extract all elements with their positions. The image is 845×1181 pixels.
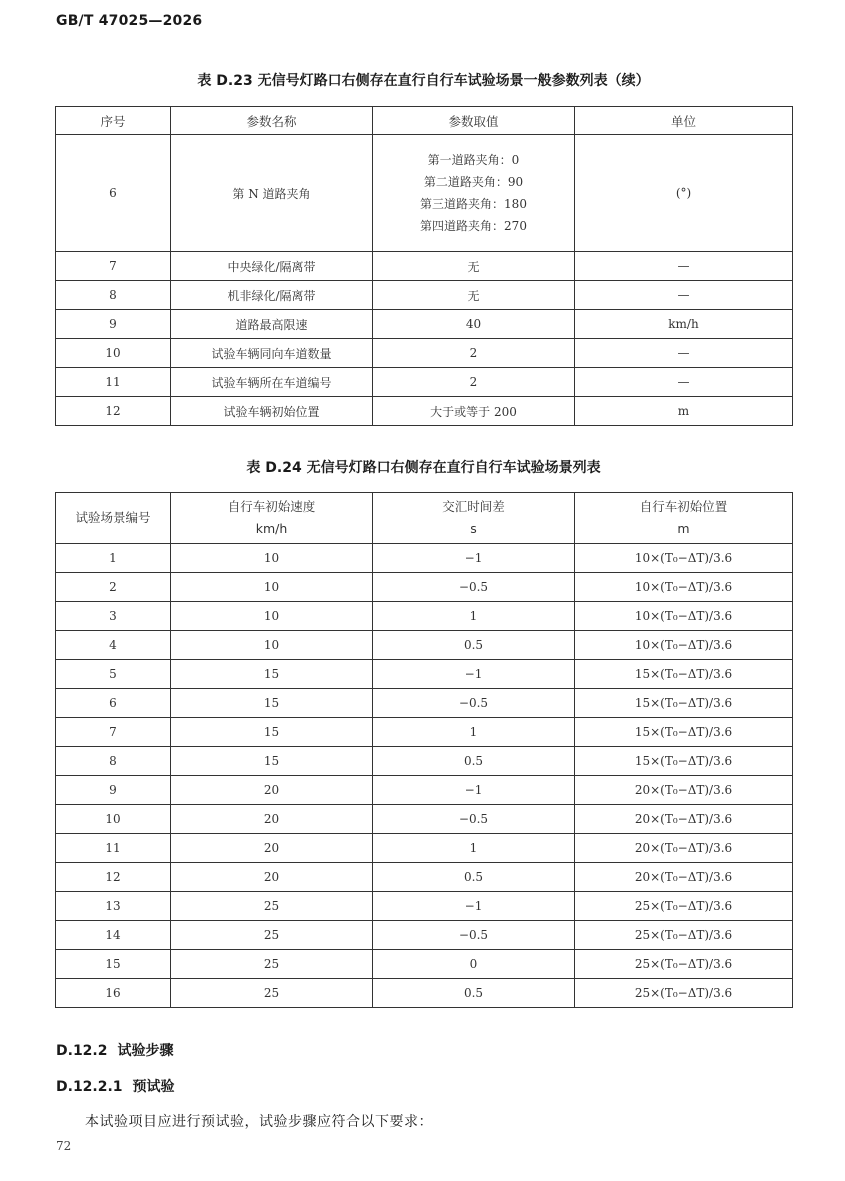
cell-unit: — (575, 368, 793, 397)
cell-number: 12 (56, 397, 171, 426)
section-number: D.12.2.1 (56, 1079, 123, 1095)
cell-unit: — (575, 252, 793, 281)
cell-time-gap: −0.5 (373, 689, 575, 718)
cell-number: 8 (56, 281, 171, 310)
cell-number: 10 (56, 339, 171, 368)
table-row (56, 834, 793, 863)
cell-bike-speed: 15 (171, 689, 373, 718)
cell-scenario-id: 3 (56, 602, 171, 631)
cell-time-gap: −0.5 (373, 921, 575, 950)
cell-bike-speed: 10 (171, 544, 373, 573)
column-header-scenario-id (56, 493, 171, 544)
cell-bike-position: 10×(T₀−ΔT)/3.6 (575, 544, 793, 573)
cell-bike-position: 15×(T₀−ΔT)/3.6 (575, 689, 793, 718)
table-row (56, 310, 793, 339)
table-row (56, 281, 793, 310)
table-row (56, 397, 793, 426)
cell-bike-speed: 10 (171, 631, 373, 660)
cell-bike-position: 25×(T₀−ΔT)/3.6 (575, 950, 793, 979)
cell-param-value (373, 368, 575, 397)
cell-unit: km/h (575, 310, 793, 339)
table-row (56, 660, 793, 689)
cell-param-name: 机非绿化/隔离带 (171, 281, 373, 310)
table-row (56, 892, 793, 921)
param-value-line: 无 (467, 259, 480, 274)
cell-bike-position: 25×(T₀−ΔT)/3.6 (575, 892, 793, 921)
cell-bike-position: 10×(T₀−ΔT)/3.6 (575, 631, 793, 660)
cell-bike-speed: 15 (171, 660, 373, 689)
column-header-bike-position (575, 493, 793, 544)
cell-scenario-id: 15 (56, 950, 171, 979)
cell-number: 11 (56, 368, 171, 397)
cell-scenario-id: 4 (56, 631, 171, 660)
column-header-time-gap (373, 493, 575, 544)
cell-time-gap: 0.5 (373, 863, 575, 892)
param-value-line: 第二道路夹角：90 (423, 175, 524, 189)
table-row (56, 950, 793, 979)
table-row (56, 921, 793, 950)
table-row (56, 689, 793, 718)
table-d24 (55, 492, 793, 1008)
cell-scenario-id: 9 (56, 776, 171, 805)
cell-unit: m (575, 397, 793, 426)
cell-scenario-id: 13 (56, 892, 171, 921)
cell-scenario-id: 7 (56, 718, 171, 747)
param-value-line: 第四道路夹角：270 (420, 219, 527, 233)
cell-param-name: 试验车辆所在车道编号 (171, 368, 373, 397)
cell-time-gap: −1 (373, 776, 575, 805)
cell-bike-position: 20×(T₀−ΔT)/3.6 (575, 834, 793, 863)
cell-time-gap: 0 (373, 950, 575, 979)
cell-bike-speed: 25 (171, 892, 373, 921)
param-value-line: 2 (469, 375, 478, 389)
table-row (56, 573, 793, 602)
cell-scenario-id: 8 (56, 747, 171, 776)
cell-bike-speed: 25 (171, 921, 373, 950)
param-value-line: 40 (465, 317, 482, 331)
table-row (56, 631, 793, 660)
cell-bike-speed: 20 (171, 834, 373, 863)
section-heading-pretest (56, 1076, 175, 1096)
cell-bike-position: 20×(T₀−ΔT)/3.6 (575, 805, 793, 834)
cell-scenario-id: 1 (56, 544, 171, 573)
cell-time-gap: 1 (373, 718, 575, 747)
cell-bike-speed: 25 (171, 950, 373, 979)
column-label: 试验场景编号 (75, 510, 151, 525)
column-header-unit: 单位 (575, 107, 793, 135)
column-header-param-name: 参数名称 (171, 107, 373, 135)
cell-bike-position: 15×(T₀−ΔT)/3.6 (575, 660, 793, 689)
table-row (56, 252, 793, 281)
cell-scenario-id: 5 (56, 660, 171, 689)
cell-time-gap: −1 (373, 660, 575, 689)
cell-bike-position: 15×(T₀−ΔT)/3.6 (575, 718, 793, 747)
column-label: 自行车初始位置 (639, 499, 728, 514)
cell-unit: — (575, 281, 793, 310)
column-label: 自行车初始速度 (227, 499, 316, 514)
table-row (56, 544, 793, 573)
cell-bike-speed: 25 (171, 979, 373, 1008)
cell-bike-position: 15×(T₀−ΔT)/3.6 (575, 747, 793, 776)
column-unit: km/h (255, 521, 288, 536)
cell-unit: — (575, 339, 793, 368)
cell-time-gap: −0.5 (373, 573, 575, 602)
section-title: 试验步骤 (117, 1043, 174, 1059)
table-row (56, 747, 793, 776)
cell-scenario-id: 16 (56, 979, 171, 1008)
body-paragraph: 本试验项目应进行预试验，试验步骤应符合以下要求： (85, 1114, 433, 1130)
column-header-number: 序号 (56, 107, 171, 135)
cell-bike-position: 10×(T₀−ΔT)/3.6 (575, 573, 793, 602)
cell-scenario-id: 6 (56, 689, 171, 718)
param-value-line: 无 (467, 288, 480, 303)
cell-number: 7 (56, 252, 171, 281)
cell-scenario-id: 12 (56, 863, 171, 892)
section-number: D.12.2 (56, 1043, 108, 1059)
cell-param-name: 第 N 道路夹角 (171, 135, 373, 252)
param-value-line: 大于或等于 200 (430, 404, 517, 419)
table-row (56, 135, 793, 252)
cell-scenario-id: 11 (56, 834, 171, 863)
cell-scenario-id: 14 (56, 921, 171, 950)
cell-bike-speed: 10 (171, 573, 373, 602)
cell-param-value (373, 135, 575, 252)
table-row (56, 805, 793, 834)
cell-bike-position: 20×(T₀−ΔT)/3.6 (575, 863, 793, 892)
cell-param-value (373, 397, 575, 426)
cell-bike-speed: 15 (171, 718, 373, 747)
cell-param-name: 试验车辆同向车道数量 (171, 339, 373, 368)
column-label: 交汇时间差 (442, 499, 505, 514)
cell-number: 6 (56, 135, 171, 252)
cell-param-name: 中央绿化/隔离带 (171, 252, 373, 281)
cell-time-gap: −0.5 (373, 805, 575, 834)
section-title: 预试验 (132, 1079, 175, 1095)
cell-scenario-id: 10 (56, 805, 171, 834)
section-heading-test-steps (56, 1040, 173, 1060)
table-row (56, 368, 793, 397)
cell-param-value (373, 339, 575, 368)
param-value-line: 2 (469, 346, 478, 360)
cell-param-value (373, 281, 575, 310)
param-value-line: 第三道路夹角：180 (420, 197, 527, 211)
cell-time-gap: 0.5 (373, 747, 575, 776)
table-row (56, 863, 793, 892)
cell-scenario-id: 2 (56, 573, 171, 602)
cell-time-gap: 0.5 (373, 631, 575, 660)
cell-param-value (373, 310, 575, 339)
cell-bike-position: 10×(T₀−ΔT)/3.6 (575, 602, 793, 631)
cell-time-gap: 1 (373, 602, 575, 631)
table-row (56, 979, 793, 1008)
cell-bike-speed: 15 (171, 747, 373, 776)
standard-code: GB/T 47025—2026 (56, 13, 203, 29)
cell-time-gap: −1 (373, 892, 575, 921)
cell-time-gap: 1 (373, 834, 575, 863)
cell-bike-speed: 20 (171, 863, 373, 892)
param-value-line: 第一道路夹角：0 (427, 153, 520, 167)
cell-bike-speed: 20 (171, 805, 373, 834)
column-unit: s (470, 521, 477, 536)
column-unit: m (677, 521, 690, 536)
cell-number: 9 (56, 310, 171, 339)
cell-time-gap: −1 (373, 544, 575, 573)
cell-bike-position: 25×(T₀−ΔT)/3.6 (575, 921, 793, 950)
cell-unit: (°) (575, 135, 793, 252)
cell-param-value (373, 252, 575, 281)
cell-param-name: 试验车辆初始位置 (171, 397, 373, 426)
table-row (56, 776, 793, 805)
table-d24-title: 表 D.24 无信号灯路口右侧存在直行自行车试验场景列表 (246, 460, 601, 476)
table-d23 (55, 106, 793, 426)
cell-bike-position: 25×(T₀−ΔT)/3.6 (575, 979, 793, 1008)
cell-time-gap: 0.5 (373, 979, 575, 1008)
cell-bike-speed: 20 (171, 776, 373, 805)
table-d23-title: 表 D.23 无信号灯路口右侧存在直行自行车试验场景一般参数列表（续） (197, 73, 650, 89)
page-number: 72 (56, 1139, 72, 1153)
cell-param-name: 道路最高限速 (171, 310, 373, 339)
column-header-bike-speed (171, 493, 373, 544)
table-row (56, 718, 793, 747)
column-header-param-value: 参数取值 (373, 107, 575, 135)
cell-bike-position: 20×(T₀−ΔT)/3.6 (575, 776, 793, 805)
cell-bike-speed: 10 (171, 602, 373, 631)
table-row (56, 602, 793, 631)
table-row (56, 339, 793, 368)
